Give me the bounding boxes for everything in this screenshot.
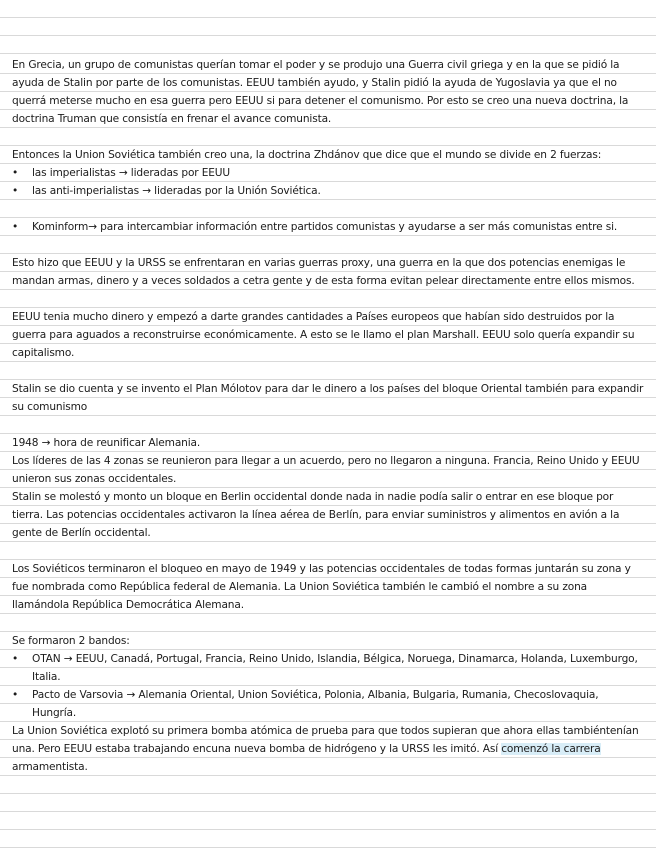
paragraph-alemania-bloqueo: Stalin se molestó y monto un bloque en Berlin occidental donde nada in nadie podía salir o entrar en ese bloque por tierra. Las potencias occidentales activaron la línea aérea de Berlín, para enviar suministros y alimentos en avión a la gente de Berlín occidental.	[12, 491, 620, 539]
paragraph-alemania-heading: 1948 → hora de reunificar Alemania.	[12, 437, 201, 449]
paragraph-zhdanov: Entonces la Union Soviética también creo una, la doctrina Zhdánov que dice que el mundo se divide en 2 fuerzas:	[12, 149, 602, 161]
paragraph-bomba: La Union Soviética explotó su primera bomba atómica de prueba para que todos supieran que ahora ellas tambiéntenían una. Pero EEUU estaba trabajando encuna nueva bomba de hidrógeno y la URSS les imitó. Así comenzó la carrera armamentista.	[12, 725, 639, 773]
paragraph-grecia: En Grecia, un grupo de comunistas querían tomar el poder y se produjo una Guerra civil griega y en la que se pidió la ayuda de Stalin por parte de los comunistas. EEUU también ayudo, y Stalin pidió la ayuda de Yugoslavia ya que el no querrá meterse mucho en esa guerra pero EEUU si para detener el comunismo. Por esto se creo una nueva doctrina, la doctrina Truman que consistía en frenar el avance comunista.	[12, 59, 629, 125]
bullet-icon: •	[12, 167, 19, 179]
list-item: • OTAN → EEUU, Canadá, Portugal, Francia, Reino Unido, Islandia, Bélgica, Noruega, Dinamarca, Holanda, Luxemburgo, Italia.	[12, 650, 644, 686]
bullet-icon: •	[12, 653, 19, 665]
spacer	[12, 236, 644, 254]
kominform-list	[12, 218, 644, 236]
list-item: • las anti-imperialistas → lideradas por la Unión Soviética.	[12, 182, 644, 200]
list-item: • Pacto de Varsovia → Alemania Oriental, Union Soviética, Polonia, Albania, Bulgaria, Rumania, Checoslovaquia, Hungría.	[12, 686, 644, 722]
spacer	[12, 614, 644, 632]
bullet-icon: •	[12, 221, 19, 233]
paragraph-molotov: Stalin se dio cuenta y se invento el Plan Mólotov para dar le dinero a los países del bloque Oriental también para expandir su comunismo	[12, 383, 644, 413]
paragraph-bandos: Se formaron 2 bandos:	[12, 635, 130, 647]
spacer	[12, 128, 644, 146]
list-item: • las imperialistas → lideradas por EEUU	[12, 164, 644, 182]
spacer	[12, 200, 644, 218]
paragraph-marshall: EEUU tenia mucho dinero y empezó a darte grandes cantidades a Países europeos que habían sido destruidos por la guerra para aguados a reconstruirse económicamente. A esto se le llamo el plan Marshall. EEUU solo quería expandir su capitalismo.	[12, 311, 635, 359]
zhdanov-list	[12, 164, 644, 200]
spacer	[12, 542, 644, 560]
spacer	[12, 416, 644, 434]
spacer	[12, 362, 644, 380]
paragraph-alemania-lideres: Los líderes de las 4 zonas se reunieron para llegar a un acuerdo, pero no llegaron a ninguna. Francia, Reino Unido y EEUU unieron sus zonas occidentales.	[12, 455, 640, 485]
list-item: • Kominform→ para intercambiar información entre partidos comunistas y ayudarse a ser más comunistas entre si.	[12, 218, 644, 236]
highlighted-text: comenzó la carrera	[501, 743, 601, 755]
bullet-icon: •	[12, 185, 19, 197]
spacer	[12, 290, 644, 308]
bullet-icon: •	[12, 689, 19, 701]
paragraph-fin-bloqueo: Los Soviéticos terminaron el bloqueo en mayo de 1949 y las potencias occidentales de todas formas juntarán su zona y fue nombrada como República federal de Alemania. La Union Soviética también le cambió el nombre a su zona llamándola República Democrática Alemana.	[12, 563, 631, 611]
bandos-list	[12, 650, 644, 722]
paragraph-proxy: Esto hizo que EEUU y la URSS se enfrentaran en varias guerras proxy, una guerra en la que dos potencias enemigas le mandan armas, dinero y a veces soldados a cetra gente y de esta forma evitan pelear directamente entre ellos mismos.	[12, 257, 635, 287]
